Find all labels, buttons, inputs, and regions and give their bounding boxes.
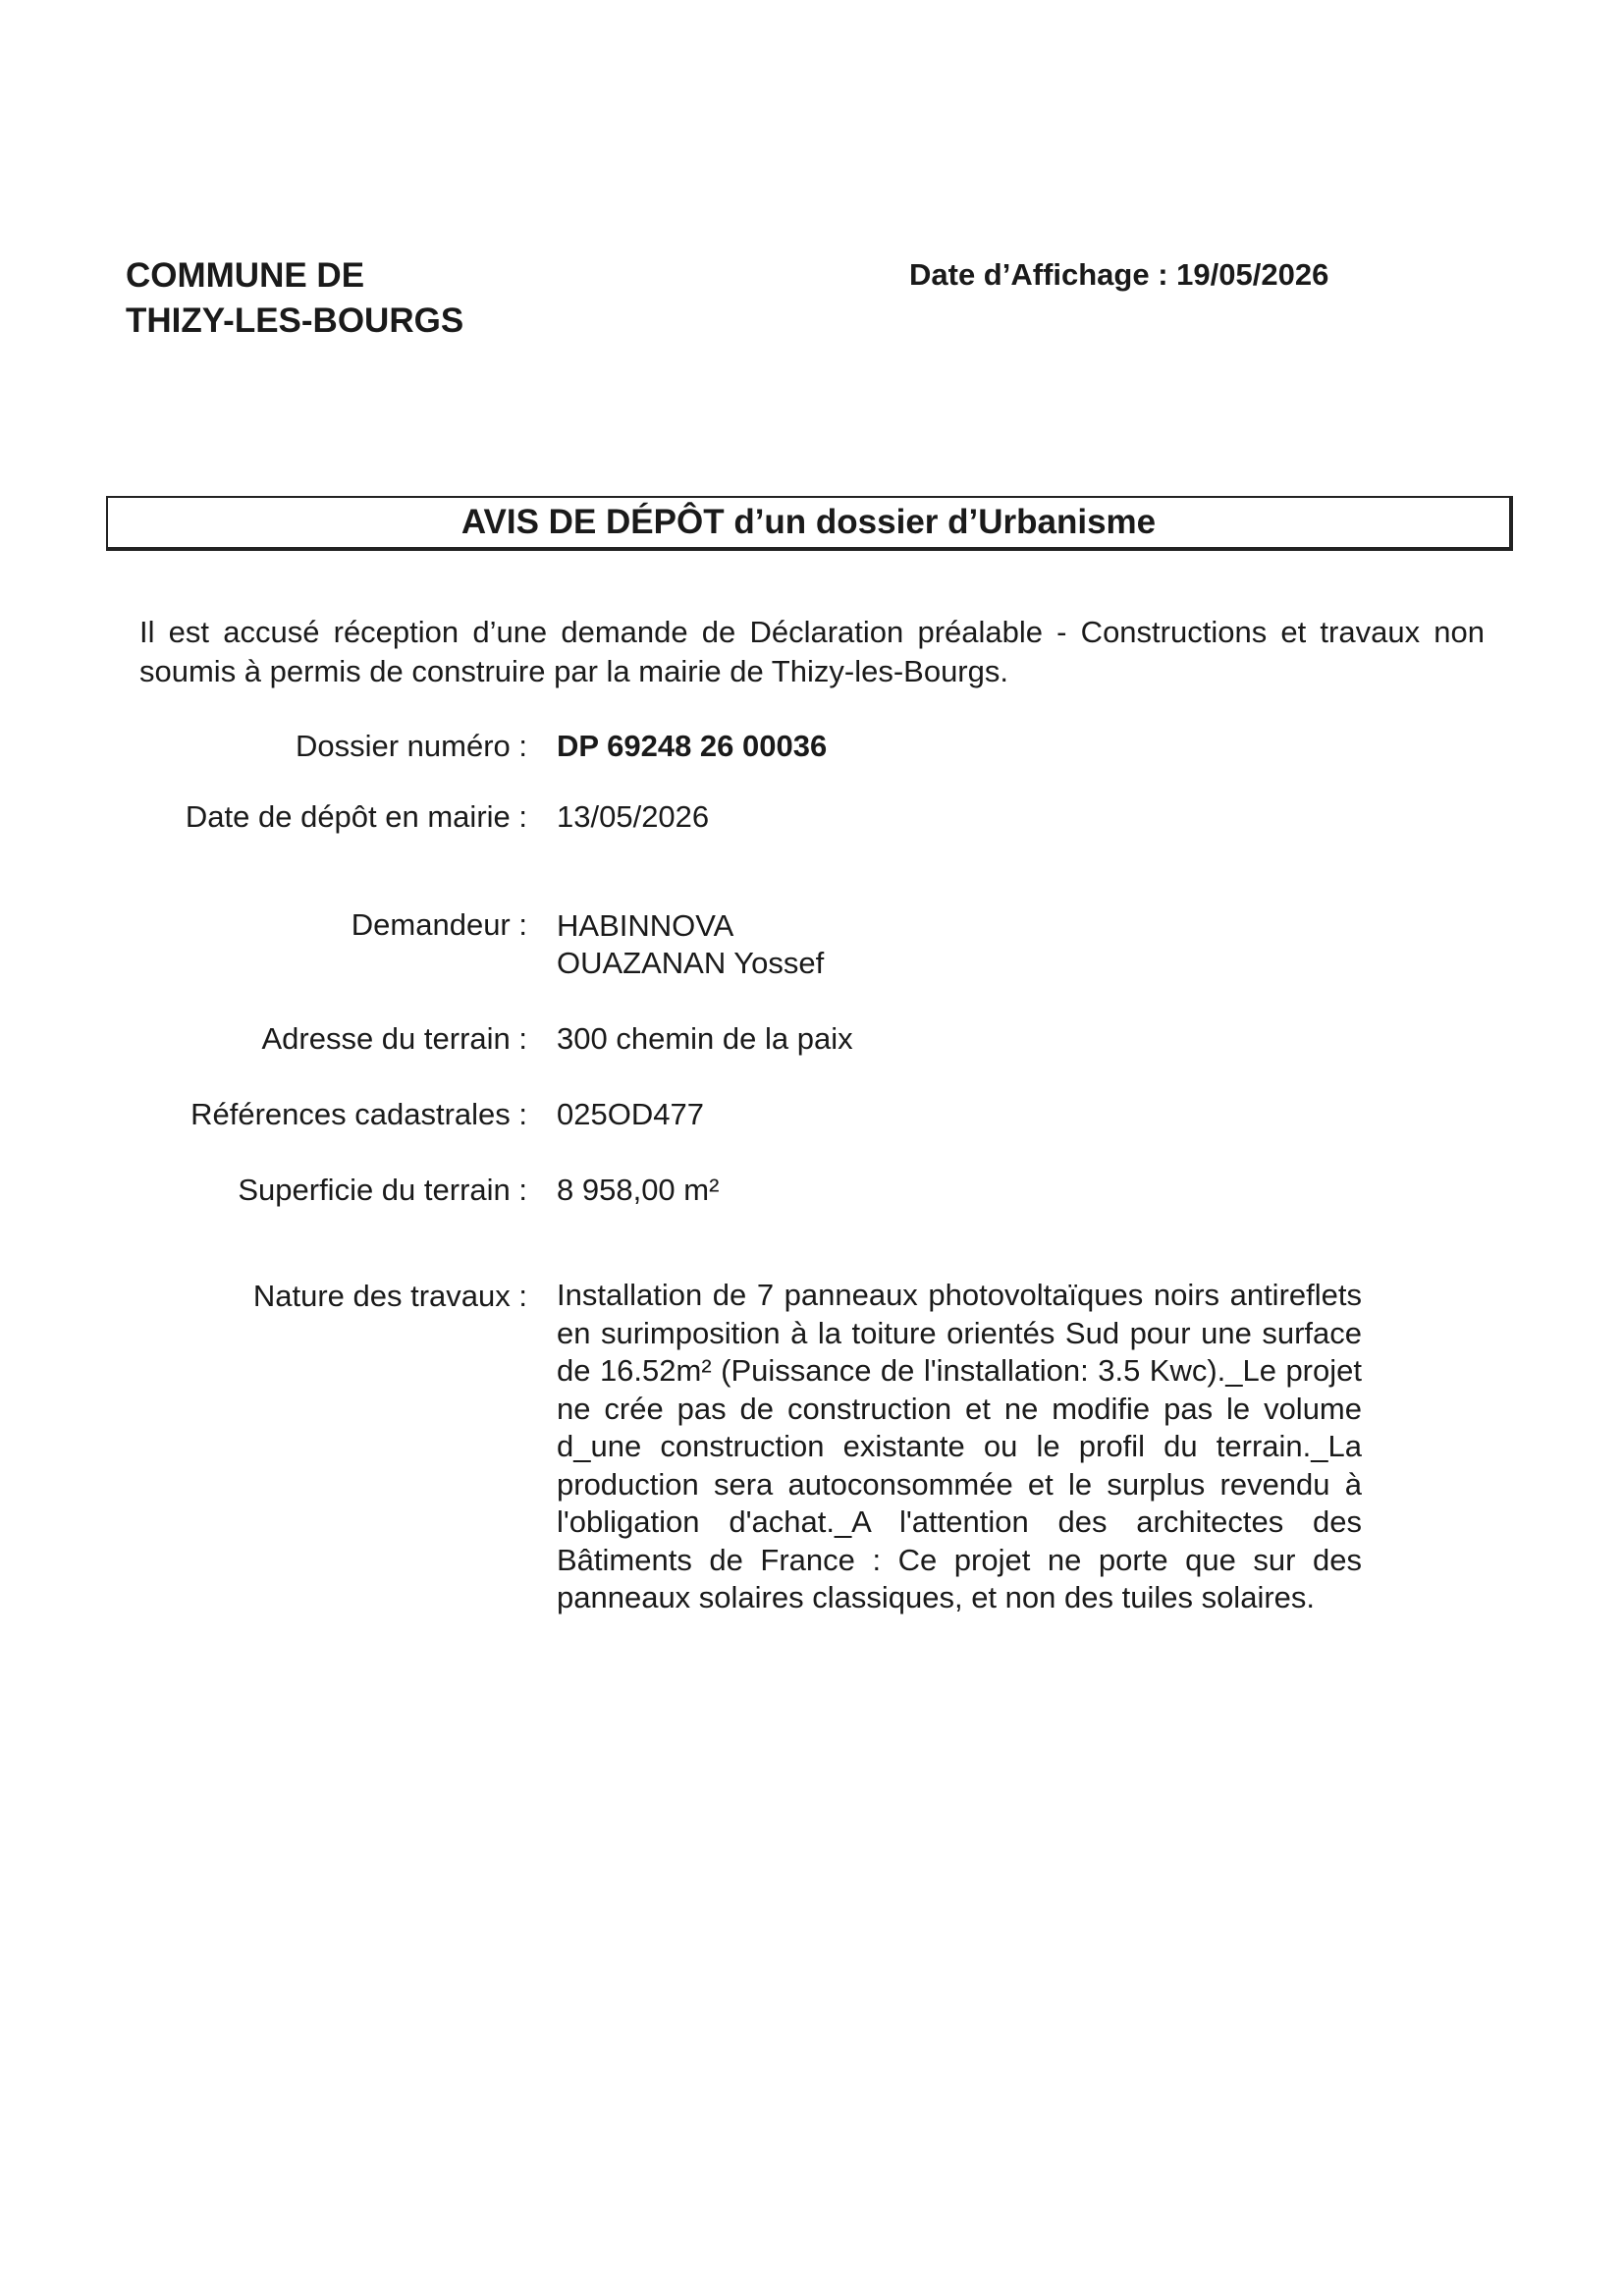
cadastre-label: Références cadastrales : [190,1097,527,1131]
date-affichage-label: Date d’Affichage : [909,257,1168,292]
intro-paragraph: Il est accusé réception d’une demande de Déclaration préalable - Constructions et travaux non soumis à permis de construire par la mairie de Thizy-les-Bourgs. [139,615,1485,688]
date-affichage-value: 19/05/2026 [1176,257,1329,292]
commune-line-2: THIZY-LES-BOURGS [126,301,464,340]
cadastre-value: 025OD477 [557,1097,704,1131]
dossier-value: DP 69248 26 00036 [557,729,828,763]
demandeur-label: Demandeur : [351,907,527,942]
depot-label: Date de dépôt en mairie : [185,799,527,834]
date-affichage [909,257,1328,293]
nature-value: Installation de 7 panneaux photovoltaïques noirs antireflets en surimposition à la toiture orientés Sud pour une surface de 16.52m² (Puissance de l'installation: 3.5 Kwc)._Le projet ne crée pas de construction et ne modifie pas le volume d_une construction existante ou le profil du terrain._La production sera autoconsommée et le surplus revendu à l'obligation d'achat._A l'attention des architectes des Bâtiments de France : Ce projet ne porte que sur des panneaux solaires classiques, et non des tuiles solaires. [557,1278,1362,1614]
adresse-value: 300 chemin de la paix [557,1021,853,1056]
commune-header [126,253,463,344]
demandeur-value [557,907,824,982]
document-title: AVIS DE DÉPÔT d’un dossier d’Urbanisme [460,503,1157,541]
nature-label: Nature des travaux : [252,1279,527,1313]
depot-value: 13/05/2026 [557,799,710,834]
dossier-label: Dossier numéro : [295,729,527,763]
demandeur-line-1: HABINNOVA [557,908,734,943]
superficie-label: Superficie du terrain : [238,1173,527,1207]
adresse-label: Adresse du terrain : [261,1021,527,1056]
commune-line-1: COMMUNE DE [126,256,365,295]
superficie-value: 8 958,00 m² [557,1173,720,1207]
demandeur-line-2: OUAZANAN Yossef [557,946,825,980]
document-title-box [106,496,1513,551]
